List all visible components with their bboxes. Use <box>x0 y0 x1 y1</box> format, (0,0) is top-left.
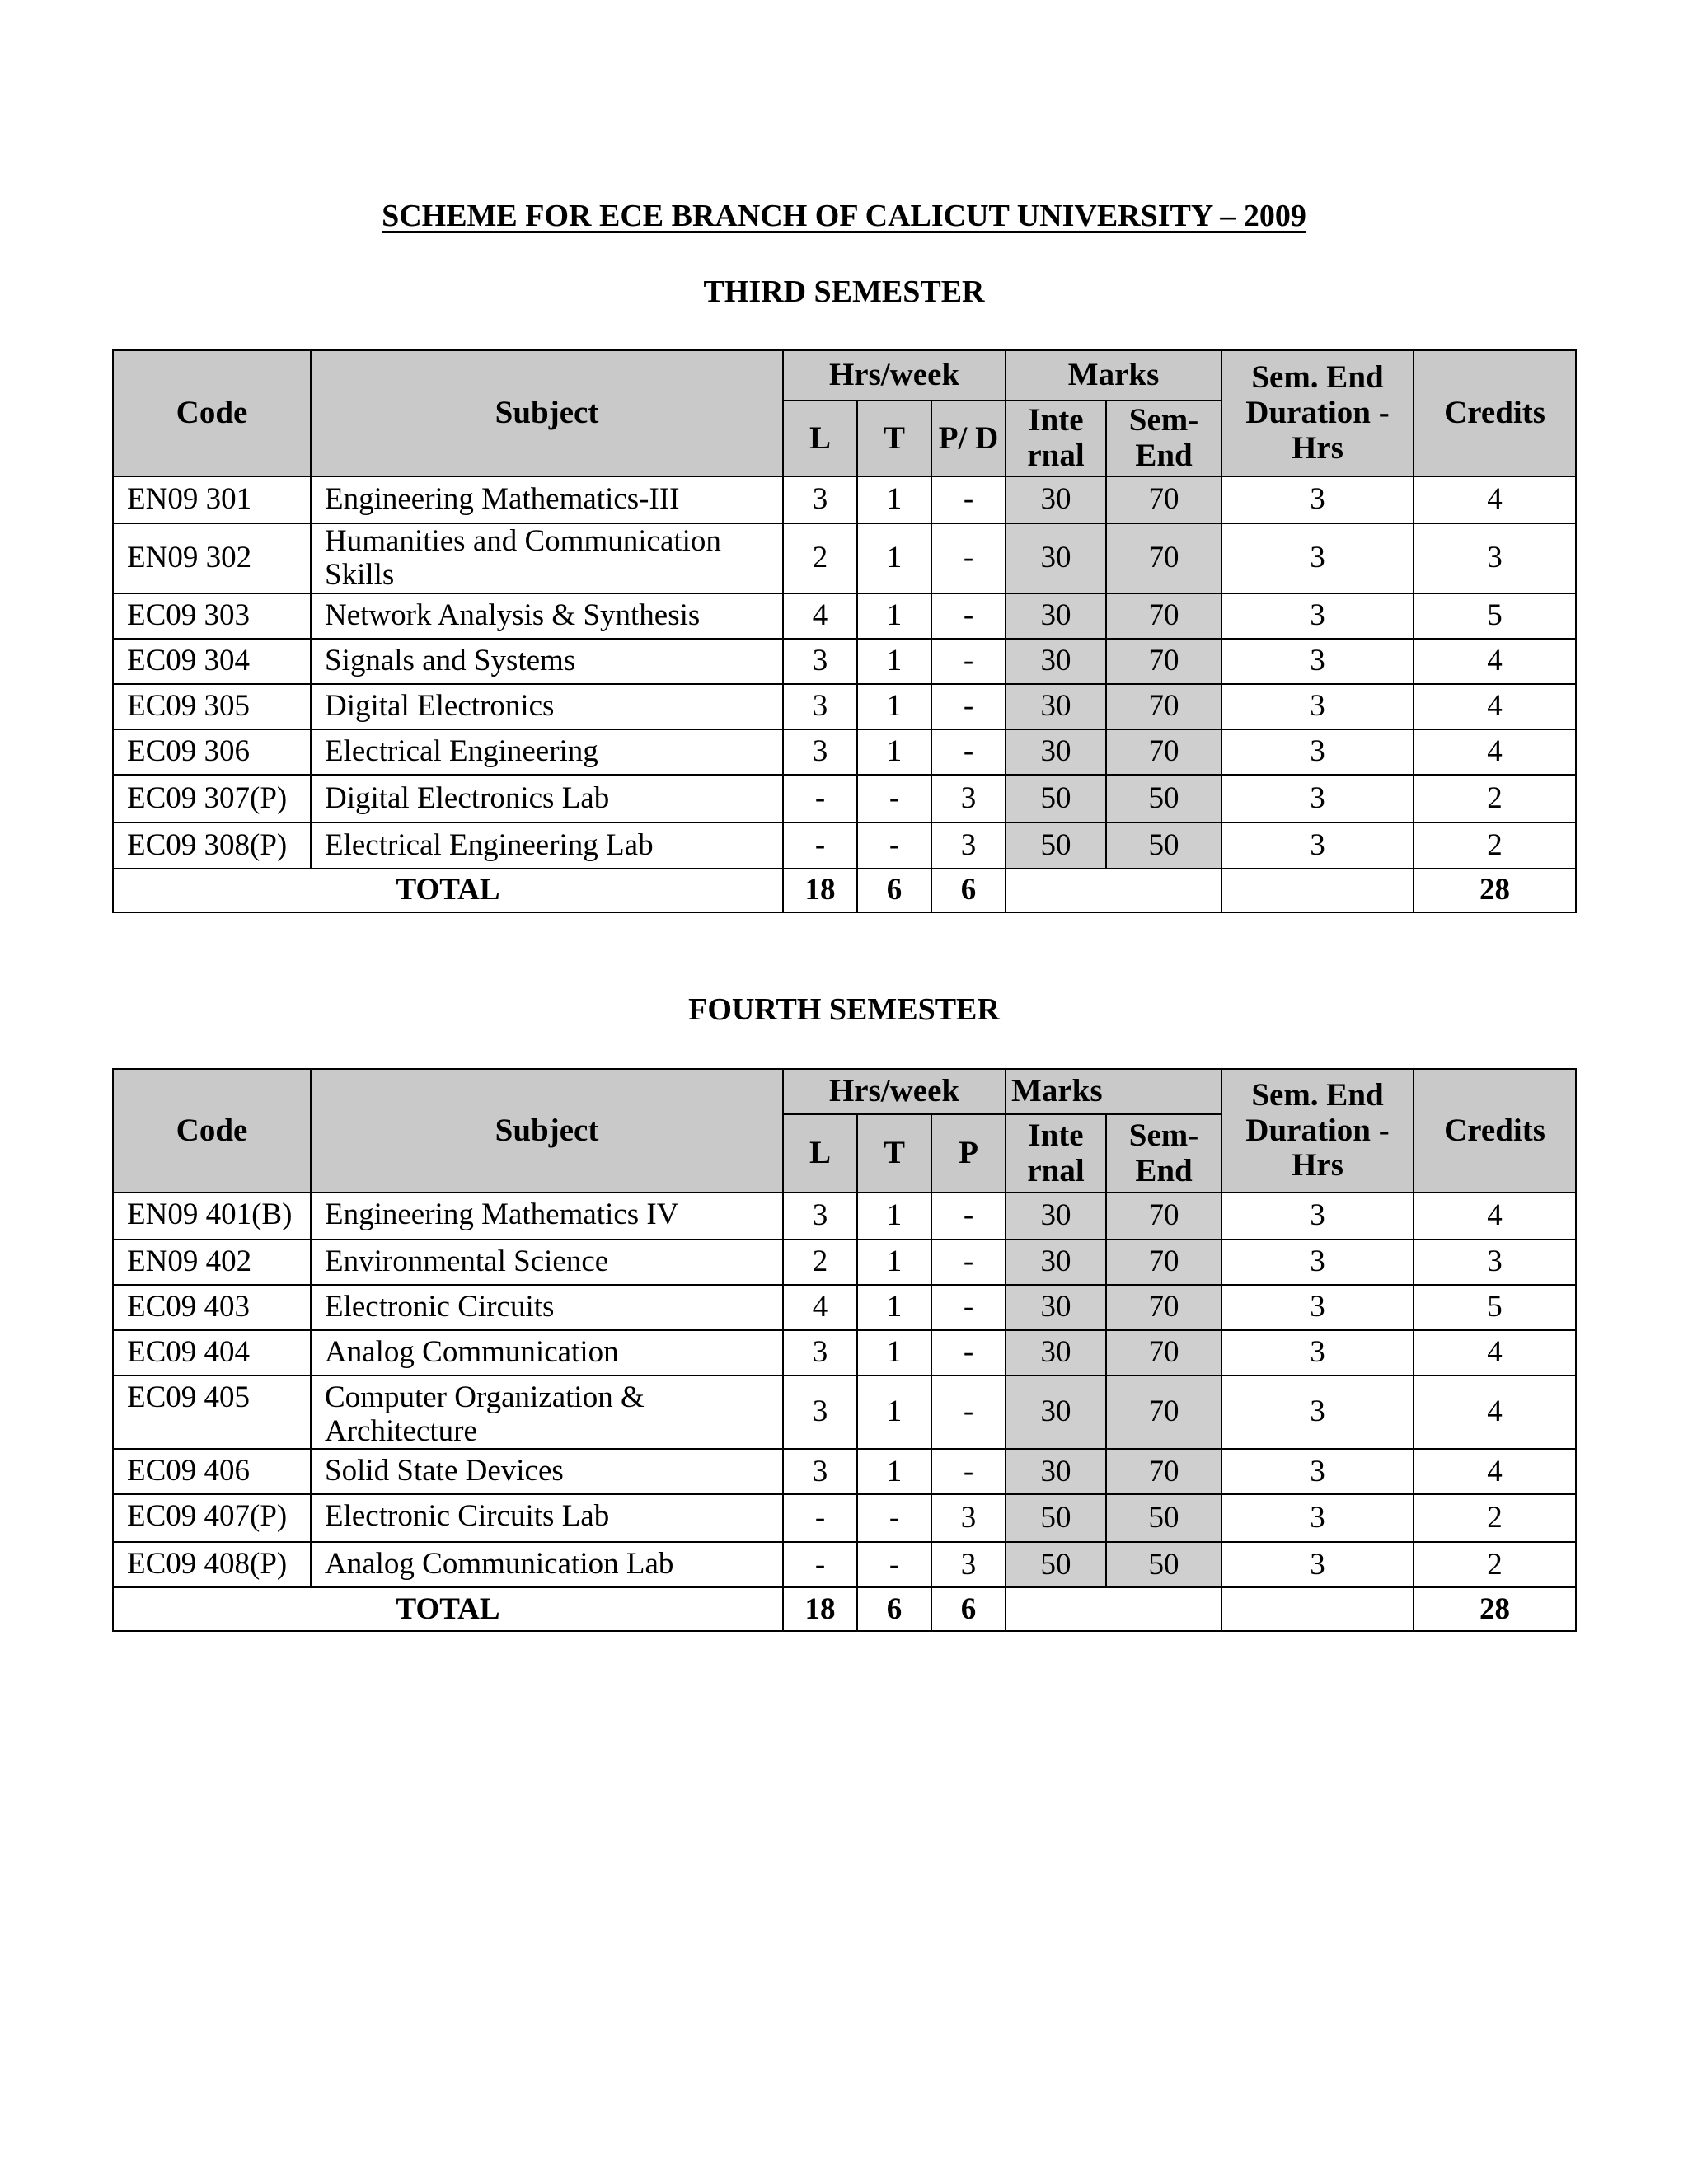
header-sem-end: Sem- End <box>1106 401 1221 476</box>
practical-hours: - <box>931 1376 1006 1449</box>
total-label: TOTAL <box>113 869 783 912</box>
course-subject: Engineering Mathematics IV <box>311 1193 783 1240</box>
table-row <box>113 823 1576 869</box>
total-duration-blank <box>1221 869 1414 912</box>
table-row <box>113 1240 1576 1285</box>
header-sem-end: Sem- End <box>1106 1114 1221 1193</box>
sem-end-marks: 70 <box>1106 476 1221 523</box>
total-practical-hours: 6 <box>931 869 1006 912</box>
header-internal: Inte rnal <box>1006 401 1106 476</box>
internal-marks: 30 <box>1006 523 1106 593</box>
credits: 2 <box>1414 823 1576 869</box>
lecture-hours: - <box>783 823 857 869</box>
practical-hours: 3 <box>931 1494 1006 1542</box>
sem-end-duration: 3 <box>1221 593 1414 639</box>
sem-end-duration: 3 <box>1221 729 1414 775</box>
credits: 2 <box>1414 1494 1576 1542</box>
header-code: Code <box>113 350 311 476</box>
table-row <box>113 1193 1576 1240</box>
course-subject: Signals and Systems <box>311 639 783 684</box>
tutorial-hours: - <box>857 1494 931 1542</box>
sem-end-duration: 3 <box>1221 775 1414 823</box>
practical-hours: 3 <box>931 1542 1006 1587</box>
internal-marks: 30 <box>1006 1193 1106 1240</box>
fourth-semester-table <box>112 1068 1577 1632</box>
course-subject: Digital Electronics Lab <box>311 775 783 823</box>
tutorial-hours: 1 <box>857 593 931 639</box>
credits: 5 <box>1414 1285 1576 1330</box>
sem-end-duration: 3 <box>1221 1240 1414 1285</box>
lecture-hours: 3 <box>783 476 857 523</box>
credits: 4 <box>1414 1330 1576 1376</box>
course-subject: Analog Communication Lab <box>311 1542 783 1587</box>
header-hrs-week: Hrs/week <box>783 1069 1006 1114</box>
course-subject: Humanities and Communication Skills <box>311 523 783 593</box>
page-title: SCHEME FOR ECE BRANCH OF CALICUT UNIVERSITY – 2009 <box>382 199 1306 233</box>
practical-hours: - <box>931 639 1006 684</box>
lecture-hours: 3 <box>783 729 857 775</box>
course-subject: Network Analysis & Synthesis <box>311 593 783 639</box>
total-lecture-hours: 18 <box>783 1587 857 1631</box>
header-credits: Credits <box>1414 350 1576 476</box>
credits: 4 <box>1414 1193 1576 1240</box>
practical-hours: - <box>931 523 1006 593</box>
total-credits: 28 <box>1414 1587 1576 1631</box>
total-row <box>113 1587 1576 1631</box>
credits: 4 <box>1414 639 1576 684</box>
lecture-hours: 3 <box>783 1330 857 1376</box>
course-code: EC09 303 <box>113 593 311 639</box>
sem-end-duration: 3 <box>1221 1376 1414 1449</box>
course-code: EC09 304 <box>113 639 311 684</box>
sem-end-marks: 70 <box>1106 593 1221 639</box>
lecture-hours: 3 <box>783 1376 857 1449</box>
header-credits: Credits <box>1414 1069 1576 1193</box>
credits: 2 <box>1414 1542 1576 1587</box>
total-marks-blank <box>1006 1587 1221 1631</box>
practical-hours: - <box>931 1330 1006 1376</box>
internal-marks: 50 <box>1006 775 1106 823</box>
table-row <box>113 775 1576 823</box>
internal-marks: 30 <box>1006 476 1106 523</box>
sem-end-duration: 3 <box>1221 1494 1414 1542</box>
total-marks-blank <box>1006 869 1221 912</box>
header-l: L <box>783 1114 857 1193</box>
course-subject: Electrical Engineering <box>311 729 783 775</box>
header-t: T <box>857 401 931 476</box>
table-row <box>113 1494 1576 1542</box>
lecture-hours: 2 <box>783 523 857 593</box>
lecture-hours: 4 <box>783 593 857 639</box>
course-code: EN09 402 <box>113 1240 311 1285</box>
fourth-semester-title: FOURTH SEMESTER <box>688 992 1000 1027</box>
table-row <box>113 729 1576 775</box>
course-subject: Computer Organization & Architecture <box>311 1376 783 1449</box>
internal-marks: 30 <box>1006 1449 1106 1494</box>
table-row <box>113 1542 1576 1587</box>
sem-end-marks: 70 <box>1106 523 1221 593</box>
course-code: EC09 307(P) <box>113 775 311 823</box>
table-row <box>113 593 1576 639</box>
fourth-semester-rows <box>113 1193 1576 1631</box>
practical-hours: 3 <box>931 775 1006 823</box>
lecture-hours: 4 <box>783 1285 857 1330</box>
practical-hours: - <box>931 476 1006 523</box>
header-l: L <box>783 401 857 476</box>
total-lecture-hours: 18 <box>783 869 857 912</box>
table-row <box>113 523 1576 593</box>
lecture-hours: 2 <box>783 1240 857 1285</box>
credits: 4 <box>1414 729 1576 775</box>
tutorial-hours: 1 <box>857 1330 931 1376</box>
tutorial-hours: - <box>857 1542 931 1587</box>
table-row <box>113 1330 1576 1376</box>
total-duration-blank <box>1221 1587 1414 1631</box>
tutorial-hours: 1 <box>857 729 931 775</box>
sem-end-duration: 3 <box>1221 1193 1414 1240</box>
internal-marks: 30 <box>1006 1330 1106 1376</box>
lecture-hours: - <box>783 1542 857 1587</box>
tutorial-hours: 1 <box>857 1449 931 1494</box>
sem-end-marks: 50 <box>1106 1542 1221 1587</box>
internal-marks: 30 <box>1006 593 1106 639</box>
total-credits: 28 <box>1414 869 1576 912</box>
header-sem-end-duration: Sem. End Duration - Hrs <box>1221 1069 1414 1193</box>
course-subject: Electrical Engineering Lab <box>311 823 783 869</box>
internal-marks: 50 <box>1006 1494 1106 1542</box>
sem-end-duration: 3 <box>1221 823 1414 869</box>
course-code: EC09 406 <box>113 1449 311 1494</box>
header-marks: Marks <box>1006 350 1221 401</box>
course-code: EC09 407(P) <box>113 1494 311 1542</box>
course-subject: Engineering Mathematics-III <box>311 476 783 523</box>
total-practical-hours: 6 <box>931 1587 1006 1631</box>
table-row <box>113 639 1576 684</box>
tutorial-hours: - <box>857 775 931 823</box>
course-subject: Electronic Circuits <box>311 1285 783 1330</box>
sem-end-marks: 70 <box>1106 684 1221 729</box>
lecture-hours: 3 <box>783 684 857 729</box>
course-subject: Environmental Science <box>311 1240 783 1285</box>
sem-end-duration: 3 <box>1221 1449 1414 1494</box>
table-row <box>113 476 1576 523</box>
internal-marks: 30 <box>1006 729 1106 775</box>
course-subject: Digital Electronics <box>311 684 783 729</box>
credits: 4 <box>1414 1376 1576 1449</box>
course-code: EC09 305 <box>113 684 311 729</box>
credits: 4 <box>1414 684 1576 729</box>
tutorial-hours: 1 <box>857 1193 931 1240</box>
lecture-hours: 3 <box>783 1449 857 1494</box>
practical-hours: - <box>931 1449 1006 1494</box>
tutorial-hours: 1 <box>857 639 931 684</box>
sem-end-duration: 3 <box>1221 1285 1414 1330</box>
table-row <box>113 1285 1576 1330</box>
header-p-d: P/ D <box>931 401 1006 476</box>
practical-hours: - <box>931 729 1006 775</box>
credits: 5 <box>1414 593 1576 639</box>
tutorial-hours: 1 <box>857 1240 931 1285</box>
course-subject: Electronic Circuits Lab <box>311 1494 783 1542</box>
course-subject: Analog Communication <box>311 1330 783 1376</box>
lecture-hours: 3 <box>783 1193 857 1240</box>
internal-marks: 30 <box>1006 684 1106 729</box>
sem-end-marks: 70 <box>1106 1330 1221 1376</box>
practical-hours: 3 <box>931 823 1006 869</box>
header-subject: Subject <box>311 350 783 476</box>
tutorial-hours: 1 <box>857 476 931 523</box>
third-semester-rows <box>113 476 1576 912</box>
course-code: EC09 403 <box>113 1285 311 1330</box>
credits: 3 <box>1414 1240 1576 1285</box>
sem-end-marks: 50 <box>1106 823 1221 869</box>
practical-hours: - <box>931 1285 1006 1330</box>
credits: 4 <box>1414 476 1576 523</box>
header-code: Code <box>113 1069 311 1193</box>
sem-end-duration: 3 <box>1221 639 1414 684</box>
practical-hours: - <box>931 1193 1006 1240</box>
course-code: EC09 404 <box>113 1330 311 1376</box>
total-tutorial-hours: 6 <box>857 869 931 912</box>
lecture-hours: - <box>783 1494 857 1542</box>
third-semester-table <box>112 349 1577 913</box>
third-semester-title: THIRD SEMESTER <box>703 274 985 309</box>
tutorial-hours: 1 <box>857 1285 931 1330</box>
course-code: EN09 401(B) <box>113 1193 311 1240</box>
course-subject: Solid State Devices <box>311 1449 783 1494</box>
course-code: EN09 302 <box>113 523 311 593</box>
table-row <box>113 1376 1576 1449</box>
sem-end-marks: 70 <box>1106 729 1221 775</box>
header-sem-end-duration: Sem. End Duration - Hrs <box>1221 350 1414 476</box>
lecture-hours: - <box>783 775 857 823</box>
tutorial-hours: 1 <box>857 523 931 593</box>
tutorial-hours: - <box>857 823 931 869</box>
internal-marks: 50 <box>1006 1542 1106 1587</box>
sem-end-duration: 3 <box>1221 1330 1414 1376</box>
table-row <box>113 1449 1576 1494</box>
internal-marks: 30 <box>1006 1285 1106 1330</box>
sem-end-marks: 50 <box>1106 1494 1221 1542</box>
internal-marks: 30 <box>1006 1240 1106 1285</box>
course-code: EC09 306 <box>113 729 311 775</box>
tutorial-hours: 1 <box>857 1376 931 1449</box>
sem-end-marks: 70 <box>1106 1240 1221 1285</box>
sem-end-duration: 3 <box>1221 476 1414 523</box>
practical-hours: - <box>931 593 1006 639</box>
lecture-hours: 3 <box>783 639 857 684</box>
credits: 3 <box>1414 523 1576 593</box>
sem-end-duration: 3 <box>1221 523 1414 593</box>
course-code: EN09 301 <box>113 476 311 523</box>
internal-marks: 30 <box>1006 1376 1106 1449</box>
table-row <box>113 684 1576 729</box>
sem-end-duration: 3 <box>1221 684 1414 729</box>
header-marks: Marks <box>1006 1069 1221 1114</box>
practical-hours: - <box>931 1240 1006 1285</box>
sem-end-marks: 50 <box>1106 775 1221 823</box>
header-t: T <box>857 1114 931 1193</box>
practical-hours: - <box>931 684 1006 729</box>
header-p: P <box>931 1114 1006 1193</box>
course-code: EC09 408(P) <box>113 1542 311 1587</box>
sem-end-marks: 70 <box>1106 639 1221 684</box>
sem-end-marks: 70 <box>1106 1193 1221 1240</box>
header-hrs-week: Hrs/week <box>783 350 1006 401</box>
sem-end-marks: 70 <box>1106 1449 1221 1494</box>
credits: 4 <box>1414 1449 1576 1494</box>
sem-end-duration: 3 <box>1221 1542 1414 1587</box>
tutorial-hours: 1 <box>857 684 931 729</box>
sem-end-marks: 70 <box>1106 1376 1221 1449</box>
course-code: EC09 405 <box>113 1376 311 1449</box>
total-label: TOTAL <box>113 1587 783 1631</box>
credits: 2 <box>1414 775 1576 823</box>
course-code: EC09 308(P) <box>113 823 311 869</box>
header-subject: Subject <box>311 1069 783 1193</box>
total-tutorial-hours: 6 <box>857 1587 931 1631</box>
internal-marks: 50 <box>1006 823 1106 869</box>
header-internal: Inte rnal <box>1006 1114 1106 1193</box>
sem-end-marks: 70 <box>1106 1285 1221 1330</box>
internal-marks: 30 <box>1006 639 1106 684</box>
total-row <box>113 869 1576 912</box>
